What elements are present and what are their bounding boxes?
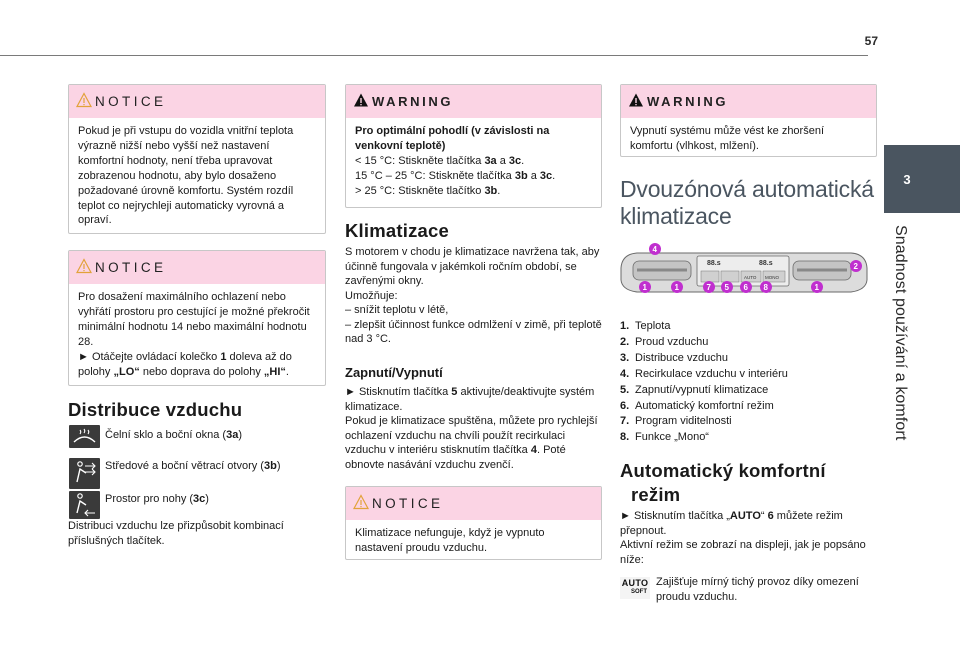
bullet: – zlepšit účinnost funkce odmlžení v zimě, při teplotě nad 3 °C. <box>345 318 602 345</box>
notice-box-2 <box>68 250 326 386</box>
legend-text: Program viditelnosti <box>635 415 732 428</box>
legend-text: Recirkulace vzduchu v interiéru <box>635 367 788 380</box>
row-text: 15 °C – 25 °C: Stiskněte tlačítka <box>355 169 515 182</box>
callout-8-label: 8 <box>763 283 768 292</box>
klimatizace-text <box>345 245 603 347</box>
row-text: a <box>527 169 540 182</box>
notice-paragraph: Pokud je při vstupu do vozidla vnitřní teplota výrazně nižší nebo vyšší než nastavení komfortní hodnoty, není třeba upravovat zobrazenou hodnotu, aby bylo dosaženo požadované úrovně komfortu. Systém rozdíl teplot co nejrychleji automaticky vyrovná a opraví. <box>78 125 294 227</box>
legend-text: Teplota <box>635 320 671 332</box>
chapter-title: Snadnost používání a komfort <box>892 225 909 441</box>
notice-text <box>69 284 325 387</box>
notice-header <box>69 251 325 284</box>
footwell-icon <box>69 491 100 519</box>
legend-item <box>620 351 878 367</box>
hi-ref: „HI“ <box>263 365 286 378</box>
row-ref: 3b <box>484 184 498 197</box>
panel-visibility-button <box>701 271 719 282</box>
notice-paragraph: Klimatizace nefunguje, když je vypnuto nastavení proudu vzduchu. <box>355 527 545 554</box>
warning-row <box>355 184 592 199</box>
row-text: . <box>552 169 556 182</box>
row-text: < 15 °C: Stiskněte tlačítka <box>355 154 485 167</box>
item-text: Čelní sklo a boční okna ( <box>105 429 227 441</box>
legend-num: 1. <box>620 320 630 332</box>
legend-item <box>620 383 878 399</box>
callout-6-label: 6 <box>743 283 748 292</box>
instruction-text: . <box>285 365 289 378</box>
page-number: 57 <box>864 34 878 48</box>
legend-item <box>620 319 878 335</box>
lo-ref: „LO“ <box>113 365 140 378</box>
legend-item <box>620 367 878 383</box>
subsection-heading: Zapnutí/Vypnutí <box>345 365 443 380</box>
notice-box-3 <box>345 486 602 560</box>
instruction-text: doleva až do polohy <box>78 350 292 378</box>
bullet: – snížit teplotu v létě, <box>345 304 449 316</box>
heading-line: režim <box>631 484 681 505</box>
panel-display-right: 88.s <box>759 260 773 267</box>
instruction-text: můžete režim přepnout. <box>620 510 843 537</box>
callout-1-label: 1 <box>642 283 647 292</box>
warning-header <box>621 85 876 118</box>
notice-triangle-icon <box>76 92 92 108</box>
warning-text <box>621 118 876 162</box>
warning-box <box>620 84 877 157</box>
instruction <box>620 509 878 538</box>
callout-4-label: 4 <box>652 245 657 254</box>
item-text: Prostor pro nohy ( <box>105 493 194 505</box>
row-text: . <box>497 184 501 197</box>
callout-1-label: 1 <box>674 283 679 292</box>
instruction-text: ► Otáčejte ovládací kolečko <box>78 350 221 363</box>
item-text: ) <box>205 493 209 505</box>
heading-line: Automatický komfortní <box>620 460 826 481</box>
notice-triangle-icon <box>353 494 369 510</box>
row-text: a <box>496 154 509 167</box>
legend-num: 2. <box>620 335 630 348</box>
notice-triangle-icon <box>76 258 92 274</box>
callout-7-label: 7 <box>706 283 711 292</box>
instruction <box>345 385 603 414</box>
button-ref: 5 <box>451 386 458 398</box>
warning-label: WARNING <box>372 94 454 109</box>
legend-num: 7. <box>620 415 630 428</box>
paragraph <box>345 414 603 472</box>
legend-num: 5. <box>620 383 630 396</box>
section-heading <box>620 459 826 507</box>
legend-num: 4. <box>620 367 630 380</box>
onoff-text <box>345 385 603 472</box>
section-title: Dvouzónová automatická klimatizace <box>620 176 874 229</box>
warning-header <box>346 85 601 118</box>
paragraph: S motorem v chodu je klimatizace navržena tak, aby účinně fungovala v jakémkoli ročním období, se zavřenými okny. <box>345 246 600 287</box>
row-ref: 3c <box>508 154 522 167</box>
distribution-note: Distribuci vzduchu lze přizpůsobit kombinací příslušných tlačítek. <box>68 520 284 547</box>
button-ref: 4 <box>530 444 537 456</box>
callout-2-label: 2 <box>853 262 858 271</box>
panel-display-left: 88.s <box>707 260 721 267</box>
notice-label: NOTICE <box>95 260 167 275</box>
distribution-item <box>105 492 329 507</box>
legend-num: 3. <box>620 351 630 364</box>
row-ref: 3c <box>539 169 553 182</box>
notice-label: NOTICE <box>95 94 167 109</box>
warning-label: WARNING <box>647 94 729 109</box>
row-ref: 3a <box>484 154 497 167</box>
item-text: ) <box>238 429 242 441</box>
chapter-tab[interactable]: 3 <box>884 145 960 213</box>
auto-soft-top: AUTO <box>621 578 649 588</box>
instruction-text: nebo doprava do polohy <box>139 365 264 378</box>
item-text: Středové a boční větrací otvory ( <box>105 460 264 472</box>
legend-text: Proud vzduchu <box>635 335 709 348</box>
notice-instruction <box>78 350 316 380</box>
callout-5-label: 5 <box>724 283 729 292</box>
paragraph: Aktivní režim se zobrazí na displeji, jak je popsáno níže: <box>620 539 866 566</box>
top-rule <box>0 55 868 56</box>
legend-item <box>620 414 878 430</box>
item-text: ) <box>276 460 281 472</box>
auto-soft-bottom: SOFT <box>631 589 647 595</box>
paragraph: Umožňuje: <box>345 289 398 302</box>
warning-box <box>345 84 602 208</box>
instruction-text: “ <box>760 510 768 522</box>
warning-paragraph: Vypnutí systému může vést ke zhoršení komfortu (vlhkost, mlžení). <box>630 125 825 152</box>
callout-1-label: 1 <box>814 283 819 292</box>
notice-label: NOTICE <box>372 496 444 511</box>
item-ref: 3a <box>226 429 239 441</box>
warning-row <box>355 154 592 169</box>
legend-item <box>620 399 878 415</box>
legend-item <box>620 335 878 351</box>
notice-text <box>69 118 325 236</box>
warning-row <box>355 169 592 184</box>
item-ref: 3c <box>193 493 206 505</box>
legend-num: 6. <box>620 399 630 412</box>
legend-text: Distribuce vzduchu <box>635 351 728 364</box>
auto-text <box>620 509 878 567</box>
warning-text <box>346 118 601 207</box>
soft-mode-text: Zajišťuje mírný tichý provoz díky omezení proudu vzduchu. <box>656 576 859 603</box>
notice-header <box>69 85 325 118</box>
auto-ref: AUTO <box>729 510 761 522</box>
legend-text: Funkce „Mono“ <box>635 431 709 444</box>
panel-ac-button <box>721 271 739 282</box>
warning-lead: Pro optimální pohodlí (v závislosti na venkovní teplotě) <box>355 125 550 152</box>
warning-triangle-icon <box>353 92 369 108</box>
warning-triangle-icon <box>628 92 644 108</box>
instruction-text: ► Stisknutím tlačítka <box>345 386 452 398</box>
distribution-item <box>105 459 329 474</box>
notice-header <box>346 487 601 520</box>
distribution-item <box>105 428 329 443</box>
button-ref: 6 <box>767 510 774 522</box>
panel-auto-label: AUTO <box>744 275 757 280</box>
row-text: . <box>521 154 525 167</box>
legend-num: 8. <box>620 431 630 444</box>
instruction-text: ► Stisknutím tlačítka „ <box>620 510 730 522</box>
dial-ref: 1 <box>220 350 227 363</box>
paragraph-text: Pokud je klimatizace spuštěna, můžete pro rychlejší ochlazení vzduchu na chvíli použít recirkulaci vzduchu v interiéru stisknutím tlačítka <box>345 415 598 456</box>
control-panel-illustration <box>619 240 869 298</box>
windscreen-icon <box>69 425 100 448</box>
paragraph-text: . Poté obnovte nasávání vzduchu zvenčí. <box>345 444 566 471</box>
notice-box-1 <box>68 84 326 234</box>
item-ref: 3b <box>263 460 277 472</box>
section-heading: Klimatizace <box>345 220 449 241</box>
notice-paragraph: Pro dosažení maximálního ochlazení nebo vyhřátí prostoru pro cestující je možné překročit minimální hodnotu 14 nebo maximální hodnotu 28. <box>78 291 310 348</box>
vents-icon <box>69 458 100 489</box>
auto-soft-icon <box>620 577 650 599</box>
row-ref: 3b <box>514 169 528 182</box>
row-text: > 25 °C: Stiskněte tlačítko <box>355 184 485 197</box>
notice-text <box>346 520 601 564</box>
legend-text: Automatický komfortní režim <box>635 399 774 412</box>
legend-text: Zapnutí/vypnutí klimatizace <box>635 383 769 396</box>
legend-list <box>620 319 878 446</box>
instruction-text: aktivujte/deaktivujte systém klimatizace. <box>345 386 595 413</box>
section-heading: Distribuce vzduchu <box>68 399 243 420</box>
panel-mono-label: MONO <box>765 275 779 280</box>
legend-item <box>620 430 878 446</box>
